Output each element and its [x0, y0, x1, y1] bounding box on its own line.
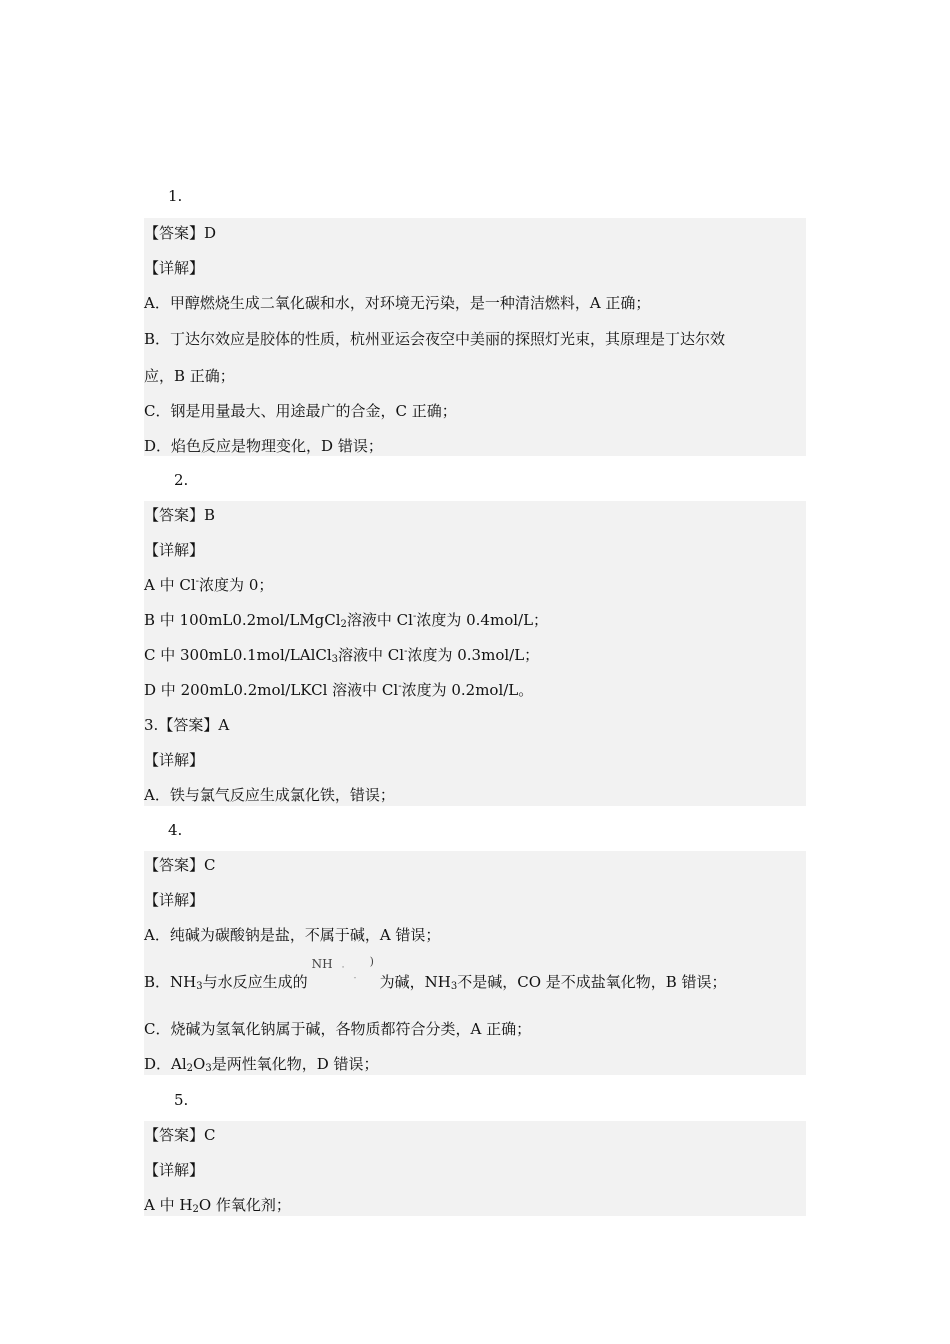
superscript: - [398, 681, 402, 692]
text: D 中 200mL0.2mol/LKCl 溶液中 Cl [144, 681, 399, 699]
detail-label: 【详解】 [144, 1161, 205, 1179]
subscript: 3 [331, 654, 339, 665]
explanation-line: D．焰色反应是物理变化，D 错误； [144, 437, 383, 455]
text: A 中 Cl [144, 576, 196, 594]
explanation-line [144, 645, 539, 665]
formula-paren: ) [369, 955, 374, 968]
question-4-number: 4. [168, 821, 183, 839]
question-2-block [144, 501, 806, 706]
text: 浓度为 0.4mol/L； [416, 611, 549, 629]
text: 浓度为 0； [199, 576, 274, 594]
subscript: 2 [340, 619, 347, 630]
text: 是两性氧化物，D 错误； [211, 1055, 379, 1073]
explanation-line: A．铁与氯气反应生成氯化铁，错误； [144, 786, 395, 804]
explanation-line: C．钢是用量最大、用途最广的合金，C 正确； [144, 402, 457, 420]
answer-label: 【答案】D [144, 224, 217, 242]
answer-label: 【答案】B [144, 506, 216, 524]
text: 与水反应生成的 [202, 973, 308, 991]
explanation-line [144, 955, 727, 992]
text: A 中 H [144, 1196, 193, 1214]
superscript: - [195, 576, 200, 587]
formula-dot: · [341, 963, 345, 973]
question-2-number: 2. [174, 471, 189, 489]
question-4-block [144, 851, 806, 1075]
detail-label: 【详解】 [144, 259, 205, 277]
subscript: 2 [186, 1063, 194, 1074]
question-1-number: 1. [168, 187, 183, 205]
text: 溶液中 Cl [338, 646, 405, 664]
superscript: - [412, 611, 417, 622]
subscript: 3 [196, 981, 203, 992]
question-1-block [144, 218, 806, 456]
explanation-line [144, 610, 548, 630]
detail-label: 【详解】 [144, 751, 205, 769]
text: 浓度为 0.3mol/L； [407, 646, 540, 664]
explanation-line: B．丁达尔效应是胶体的性质，杭州亚运会夜空中美丽的探照灯光束，其原理是丁达尔效 [144, 330, 726, 348]
text: O [193, 1055, 206, 1073]
text: 不是碱，CO 是不成盐氧化物，B 错误； [457, 973, 727, 991]
explanation-line [144, 1054, 379, 1074]
detail-label: 【详解】 [144, 891, 205, 909]
subscript: 3 [205, 1063, 212, 1074]
explanation-line: A．纯碱为碳酸钠是盐，不属于碱，A 错误； [144, 926, 441, 944]
text: 为碱，NH [379, 973, 451, 991]
text: C 中 300mL0.1mol/LAlCl [144, 646, 332, 664]
chemical-formula-image [308, 955, 380, 992]
answer-label: 【答案】C [144, 856, 216, 874]
question-3-number: 3. [144, 716, 159, 734]
explanation-line [144, 680, 533, 700]
subscript: 2 [192, 1204, 199, 1215]
text: B．NH [144, 973, 197, 991]
formula-text: NH [311, 957, 333, 971]
question-5-block [144, 1121, 806, 1216]
explanation-line: C．烧碱为氢氧化钠属于碱，各物质都符合分类，A 正确； [144, 1020, 532, 1038]
explanation-line: 应，B 正确； [144, 367, 235, 385]
detail-label: 【详解】 [144, 541, 205, 559]
subscript: 3 [450, 981, 458, 992]
question-3-block [144, 706, 806, 806]
text: B 中 100mL0.2mol/LMgCl [144, 611, 341, 629]
text: 浓度为 0.2mol/L。 [401, 681, 534, 699]
question-5-number: 5. [174, 1091, 189, 1109]
explanation-line [144, 575, 273, 595]
text: D．Al [144, 1055, 187, 1073]
text: O 作氧化剂； [198, 1196, 291, 1214]
text: 溶液中 Cl [346, 611, 413, 629]
formula-sub: - [353, 973, 357, 982]
answer-label: 【答案】C [144, 1126, 216, 1144]
answer-text: 【答案】A [158, 716, 230, 734]
answer-label [144, 715, 229, 735]
superscript: - [404, 646, 408, 657]
explanation-line [144, 1195, 291, 1215]
explanation-line: A．甲醇燃烧生成二氧化碳和水，对环境无污染，是一种清洁燃料，A 正确； [144, 294, 651, 312]
